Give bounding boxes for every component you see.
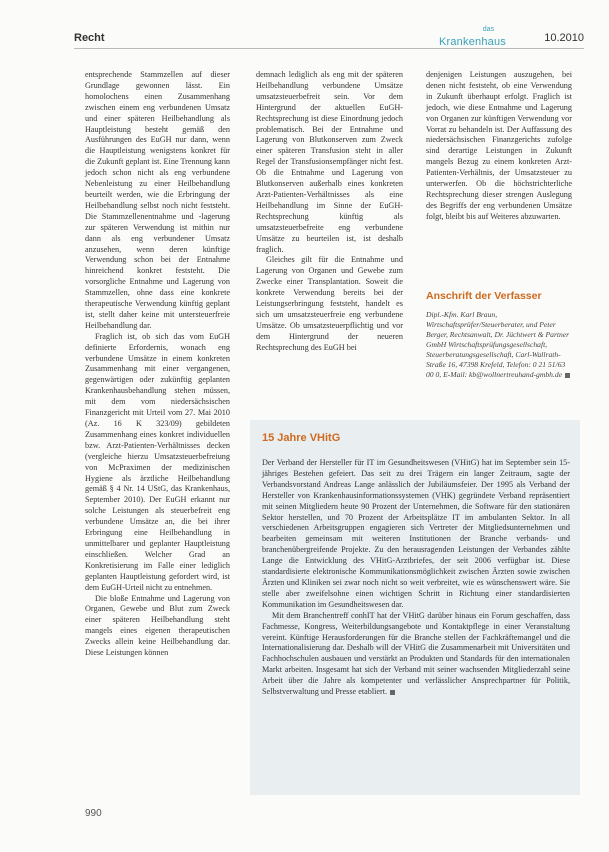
paragraph-text: Mit dem Branchentreff conhIT hat der VHitG darüber hinaus ein Forum geschaffen, dass Fachmesse, Kongress, Weiterbildungsangebote und Kontaktpflege in einer Veranstaltung vereint. Künftige Herausforderungen für die Branche stellen der Fachkräftemangel und die Internationalisierung dar. Deshalb will der VHitG die Zusammenarbeit mit Universitäten und Fachhochschulen ausbauen und verstärkt an Produkten und Standards für den internationalen Markt arbeiten. Insgesamt hat sich der Verband mit seiner wachsenden Mitgliederzahl seine Arbeit über die Jahre als kompetenter und verlässlicher Ansprechpartner für Politik, Selbstverwaltung und Presse etabliert. [262, 610, 570, 697]
authors-address-text: Dipl.-Kfm. Karl Braun, Wirtschaftsprüfer/Steuerberater, und Peter Berger, Rechtsanwalt, Dr. Jüchtwert & Partner GmbH Wirtschaftsprüfungsgesellschaft, Steuerberatungsgesellschaft, Carl-Wallrath-Straße 16, 47398 Krefeld, Telefon: 0 21 51/63 00 0, E-Mail: kb@wollnertreuhand-gmbh.de [426, 310, 570, 379]
end-of-box-icon [390, 690, 395, 695]
paragraph: entsprechende Stammzellen auf dieser Grundlage gewonnen lässt. Ein homolochens einen Zusammenhang zwischen einem eng verbundenen Umsatz und einer späteren Heilbehandlung als Hauptleistung besteht gemäß den Ausführungen des EuGH nur dann, wenn die Hauptleistung wenigstens konkret für die Zukunft geplant ist. Eine Trennung kann jedoch schon nicht als eng verbundene Nebenleistung zu einer Heilbehandlung beurteilt werden, wie die Erbringung der Heilbehandlung selbst noch nicht feststeht. Die Stammzellenentnahme und -lagerung zur späteren Verwendung ist mithin nur dann als eng verbundener Umsatz anzusehen, wenn deren künftige Verwendung schon bei der Entnahme hinreichend konkret feststeht. Die vorsorgliche Entnahme und Lagerung von Stammzellen, ohne dass eine konkrete therapeutische Verwendung künftig geplant ist, stellt daher keine mit untersteuerfreie Heilbehandlung dar. [85, 70, 230, 330]
paragraph: demnach lediglich als eng mit der späteren Heilbehandlung verbundene Umsätze umsatzsteuerbefreit sein. Vor dem Hintergrund der aktuellen EuGH-Rechtsprechung ist diese Einordnung jedoch problematisch. Bei der Entnahme und Lagerung von Blutkonserven zum Zweck einer späteren Transfusion steht in aller Regel der Transfusionsempfänger nicht fest. Ob die Entnahme und Lagerung von Blutkonserven außerhalb eines konkreten Arzt-Patienten-Verhältnisses als eine Heilbehandlung im Sinne der EuGH-Rechtsprechung künftig als umsatzsteuerbefreite eng verbundene Umsätze zu beurteilen ist, ist deshalb fraglich. [256, 70, 403, 254]
paragraph: Fraglich ist, ob sich das vom EuGH definierte Erfordernis, wonach eng verbundene Umsätze in einem konkreten Zusammenhang mit einer vergangenen, gegenwärtigen oder zukünftig geplanten Krankenhausbehandlung stehen müssen, mit dem vom niedersächsischen Finanzgericht mit Urteil vom 27. Mai 2010 (Az. 16 K 323/09) gebildeten Zusammenhang eines konkret individuellen bzw. Arzt-Patienten-Verhältnisses decken (vergleiche hierzu Umsatzsteuerbefreiung von McPraximen der medizinischen Hygiene als ärztliche Heilbehandlung gemäß § 4 Nr. 14 UStG, das Krankenhaus, September 2010). Der EuGH erkannt nur solche Leistungen als steuerbefreit eng verbundene Umsätze an, die bei ihrer Erbringung eine Heilbehandlung in unmittelbarer und geplanter Hauptleistung einschließen. Welcher Grad an Konkretisierung im Falle einer lediglich geplanten Hauptleistung gefordert wird, ist dem EuGH-Urteil nicht zu entnehmen. [85, 331, 230, 592]
text-column-3 [426, 70, 572, 223]
info-box-title: 15 Jahre VHitG [262, 432, 341, 444]
logo-small-text: das [482, 26, 494, 33]
issue-number: 10.2010 [544, 32, 584, 44]
end-of-article-icon [565, 373, 570, 378]
paragraph [262, 611, 570, 698]
authors-heading: Anschrift der Verfasser [426, 290, 542, 302]
paragraph: denjenigen Leistungen auszugehen, bei denen nicht feststeht, ob eine Verwendung in Zukunft überhaupt erfolgt. Fraglich ist jedoch, wie diese Entnahme und Lagerung von Organen zur künftigen Verwendung vor Vorrat zu behandeln ist. Der Auffassung des niedersächsischen Finanzgerichts zufolge sind derartige Leistungen in Zukunft mangels Bezug zu einem konkreten Arzt-Patienten-Verhältnis, der Umsatzsteuer zu unterwerfen. Ob die höchstrichterliche Rechtsprechung dieser strengen Auslegung des Begriffs der eng verbundenen Umsätze folgt, bleibt bis auf Weiteres abzuwarten. [426, 70, 572, 221]
logo-main-text: Krankenhaus [438, 36, 506, 48]
journal-logo [439, 26, 506, 49]
paragraph: Die bloße Entnahme und Lagerung von Organen, Gewebe und Blut zum Zweck einer späteren Heilbehandlung steht mangels eines eigenen therapeutischen Zwecks allein keine Heilbehandlung dar. Diese Leistungen können [85, 593, 230, 658]
paragraph: Der Verband der Hersteller für IT im Gesundheitswesen (VHitG) hat im September sein 15-jähriges Bestehen gefeiert. Das seit zu drei Trägern ein langer Zeitraum, sagte der Verbandsvorstand Andreas Lange anlässlich der Jubiläumsfeier. Der 1995 als Verband der Hersteller von Krankenhausinformationssystemen (VHK) gegründete Verband repräsentiert mit seinen Mitgliedern heute 90 Prozent der Unternehmen, die Software für den stationären Sektor herstellen, und 70 Prozent der Arbeitsplätze IT im ambulanten Sektor. In all verschiedenen Arbeitsgruppen engagieren sich Vertreter der Mitgliedsunternehmen und bearbeiten gemeinsam mit weiteren Institutionen der Branche verbands- und branchenübergreifende Projekte. Zu den herausragenden Leistungen der Verbandes zählte Lange die Entwicklung des VHitG-Arztbriefes, der seit 2006 verfügbar ist. Diese standardisierte elektronische Kommunikationsmöglichkeit zwischen Ärzten sowie zwischen Ärzten und Kliniken sei zwar noch nicht so weit verbreitet, wie es wünschenswert wäre. Sie stelle aber zweifelsohne einen wichtigen Schritt in Richtung einer standardisierten Kommunikation im Gesundheitswesen dar. [262, 458, 570, 609]
page-header [74, 26, 584, 48]
authors-address [426, 310, 574, 380]
paragraph: Gleiches gilt für die Entnahme und Lagerung von Organen und Gewebe zum Zwecke einer Transplantation. Soweit die konkrete Verwendung bereits bei der Leistungserbringung feststeht, handelt es sich um umsatzsteuerfreie eng verbundene Umsätze. Ob umsatzsteuerpflichtig und vor dem Hintergrund der neueren Rechtsprechung des EuGH bei [256, 255, 403, 352]
info-box-text [262, 458, 570, 698]
section-title: Recht [74, 32, 105, 44]
page-number: 990 [85, 808, 102, 819]
text-column-1 [85, 70, 230, 659]
header-divider [74, 48, 584, 49]
text-column-2 [256, 70, 403, 354]
